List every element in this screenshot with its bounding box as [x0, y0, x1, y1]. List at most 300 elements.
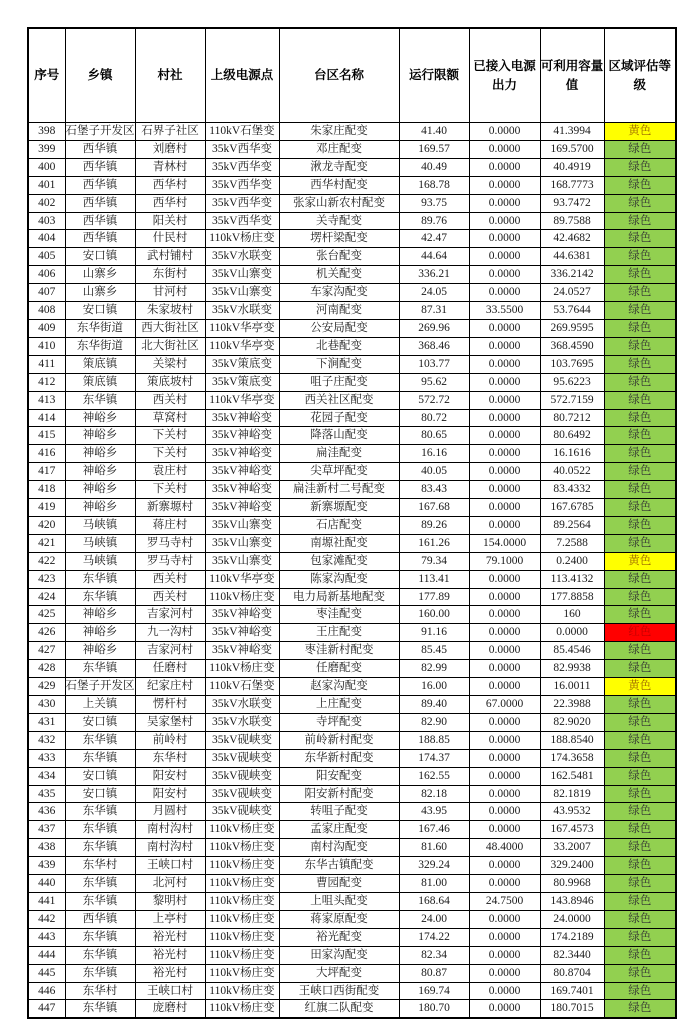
cell-connected-output: 0.0000 — [469, 642, 540, 660]
cell-connected-output: 0.0000 — [469, 731, 540, 749]
cell-township: 西华镇 — [65, 158, 135, 176]
cell-grade: 绿色 — [604, 946, 676, 964]
table-row — [28, 928, 676, 946]
cell-station-name: 北巷配变 — [279, 337, 399, 355]
cell-run-limit: 81.60 — [399, 839, 469, 857]
cell-run-limit: 79.34 — [399, 552, 469, 570]
cell-grade: 绿色 — [604, 892, 676, 910]
table-row — [28, 1000, 676, 1018]
cell-village: 东街村 — [135, 266, 205, 284]
cell-township: 西华镇 — [65, 140, 135, 158]
cell-township: 神峪乡 — [65, 427, 135, 445]
cell-village: 青林村 — [135, 158, 205, 176]
table-row — [28, 140, 676, 158]
cell-township: 东华镇 — [65, 875, 135, 893]
cell-grade: 绿色 — [604, 803, 676, 821]
cell-serial: 441 — [28, 892, 65, 910]
cell-grade: 绿色 — [604, 696, 676, 714]
cell-station-name: 扁洼新村二号配变 — [279, 481, 399, 499]
cell-township: 西华镇 — [65, 230, 135, 248]
cell-connected-output: 0.0000 — [469, 445, 540, 463]
cell-village: 西关村 — [135, 570, 205, 588]
cell-power-source: 35kV神峪变 — [205, 606, 279, 624]
cell-run-limit: 167.46 — [399, 821, 469, 839]
cell-run-limit: 368.46 — [399, 337, 469, 355]
cell-serial: 406 — [28, 266, 65, 284]
cell-power-source: 35kV山寨变 — [205, 534, 279, 552]
cell-available-capacity: 167.6785 — [540, 499, 604, 517]
header-station-name: 台区名称 — [279, 28, 399, 123]
cell-run-limit: 83.43 — [399, 481, 469, 499]
cell-serial: 426 — [28, 624, 65, 642]
cell-grade: 绿色 — [604, 337, 676, 355]
cell-serial: 427 — [28, 642, 65, 660]
cell-grade: 绿色 — [604, 767, 676, 785]
cell-power-source: 35kV神峪变 — [205, 499, 279, 517]
cell-serial: 422 — [28, 552, 65, 570]
cell-power-source: 35kV砚峡变 — [205, 785, 279, 803]
cell-station-name: 下涧配变 — [279, 355, 399, 373]
cell-village: 罗马寺村 — [135, 552, 205, 570]
cell-available-capacity: 188.8540 — [540, 731, 604, 749]
cell-station-name: 湫龙寺配变 — [279, 158, 399, 176]
cell-township: 神峪乡 — [65, 481, 135, 499]
cell-township: 马峡镇 — [65, 534, 135, 552]
cell-available-capacity: 24.0527 — [540, 284, 604, 302]
cell-station-name: 东华新村配变 — [279, 749, 399, 767]
cell-grade: 绿色 — [604, 284, 676, 302]
cell-grade: 绿色 — [604, 319, 676, 337]
cell-village: 庞磨村 — [135, 1000, 205, 1018]
cell-available-capacity: 33.2007 — [540, 839, 604, 857]
cell-station-name: 阳安新村配变 — [279, 785, 399, 803]
cell-connected-output: 0.0000 — [469, 427, 540, 445]
cell-available-capacity: 89.7588 — [540, 212, 604, 230]
cell-grade: 绿色 — [604, 982, 676, 1000]
cell-run-limit: 160.00 — [399, 606, 469, 624]
cell-township: 神峪乡 — [65, 463, 135, 481]
cell-station-name: 赵家沟配变 — [279, 678, 399, 696]
header-available-capacity: 可利用容量值 — [540, 28, 604, 123]
cell-connected-output: 0.0000 — [469, 266, 540, 284]
cell-township: 山寨乡 — [65, 284, 135, 302]
cell-run-limit: 95.62 — [399, 373, 469, 391]
cell-power-source: 35kV水联变 — [205, 696, 279, 714]
cell-available-capacity: 180.7015 — [540, 1000, 604, 1018]
cell-township: 马峡镇 — [65, 516, 135, 534]
cell-station-name: 尖草坪配变 — [279, 463, 399, 481]
cell-village: 纪家庄村 — [135, 678, 205, 696]
cell-available-capacity: 24.0000 — [540, 910, 604, 928]
cell-grade: 绿色 — [604, 266, 676, 284]
cell-run-limit: 103.77 — [399, 355, 469, 373]
table-row — [28, 158, 676, 176]
cell-connected-output: 0.0000 — [469, 409, 540, 427]
cell-run-limit: 162.55 — [399, 767, 469, 785]
cell-village: 北大街社区 — [135, 337, 205, 355]
header-grade: 区域评估等级 — [604, 28, 676, 123]
cell-power-source: 110kV杨庄变 — [205, 588, 279, 606]
cell-connected-output: 0.0000 — [469, 194, 540, 212]
table-row — [28, 731, 676, 749]
cell-power-source: 35kV砚峡变 — [205, 803, 279, 821]
cell-station-name: 阳安配变 — [279, 767, 399, 785]
cell-power-source: 35kV砚峡变 — [205, 767, 279, 785]
cell-run-limit: 167.68 — [399, 499, 469, 517]
cell-connected-output: 0.0000 — [469, 391, 540, 409]
cell-village: 东华村 — [135, 749, 205, 767]
cell-grade: 绿色 — [604, 391, 676, 409]
cell-village: 九一沟村 — [135, 624, 205, 642]
cell-station-name: 曹园配变 — [279, 875, 399, 893]
cell-connected-output: 0.0000 — [469, 176, 540, 194]
cell-village: 武村铺村 — [135, 248, 205, 266]
cell-grade: 绿色 — [604, 481, 676, 499]
table-row — [28, 123, 676, 141]
cell-township: 石堡子开发区 — [65, 123, 135, 141]
cell-connected-output: 0.0000 — [469, 373, 540, 391]
cell-village: 什民村 — [135, 230, 205, 248]
cell-connected-output: 0.0000 — [469, 767, 540, 785]
cell-village: 任磨村 — [135, 660, 205, 678]
cell-grade: 绿色 — [604, 409, 676, 427]
cell-run-limit: 89.40 — [399, 696, 469, 714]
cell-station-name: 西关社区配变 — [279, 391, 399, 409]
cell-village: 裕光村 — [135, 928, 205, 946]
cell-serial: 408 — [28, 302, 65, 320]
cell-serial: 420 — [28, 516, 65, 534]
cell-available-capacity: 113.4132 — [540, 570, 604, 588]
cell-serial: 402 — [28, 194, 65, 212]
cell-station-name: 张台配变 — [279, 248, 399, 266]
cell-township: 山寨乡 — [65, 266, 135, 284]
cell-grade: 绿色 — [604, 302, 676, 320]
cell-serial: 421 — [28, 534, 65, 552]
cell-power-source: 110kV杨庄变 — [205, 946, 279, 964]
cell-township: 东华镇 — [65, 803, 135, 821]
cell-station-name: 包家滩配变 — [279, 552, 399, 570]
cell-station-name: 降落山配变 — [279, 427, 399, 445]
cell-serial: 410 — [28, 337, 65, 355]
cell-connected-output: 0.0000 — [469, 499, 540, 517]
cell-available-capacity: 16.1616 — [540, 445, 604, 463]
cell-township: 东华街道 — [65, 337, 135, 355]
cell-township: 东华镇 — [65, 749, 135, 767]
header-connected-output: 已接入电源出力 — [469, 28, 540, 123]
cell-grade: 绿色 — [604, 821, 676, 839]
cell-grade: 绿色 — [604, 660, 676, 678]
cell-village: 草窝村 — [135, 409, 205, 427]
cell-power-source: 35kV神峪变 — [205, 624, 279, 642]
cell-available-capacity: 22.3988 — [540, 696, 604, 714]
header-township: 乡镇 — [65, 28, 135, 123]
cell-township: 神峪乡 — [65, 499, 135, 517]
cell-run-limit: 40.49 — [399, 158, 469, 176]
cell-village: 裕光村 — [135, 946, 205, 964]
table-row — [28, 910, 676, 928]
cell-run-limit: 16.00 — [399, 678, 469, 696]
cell-run-limit: 91.16 — [399, 624, 469, 642]
cell-station-name: 车家沟配变 — [279, 284, 399, 302]
cell-connected-output: 0.0000 — [469, 230, 540, 248]
cell-power-source: 35kV山寨变 — [205, 552, 279, 570]
cell-serial: 401 — [28, 176, 65, 194]
cell-serial: 411 — [28, 355, 65, 373]
capacity-table — [27, 27, 677, 1019]
cell-serial: 431 — [28, 713, 65, 731]
cell-township: 安口镇 — [65, 713, 135, 731]
cell-run-limit: 24.00 — [399, 910, 469, 928]
cell-serial: 418 — [28, 481, 65, 499]
cell-grade: 绿色 — [604, 749, 676, 767]
cell-available-capacity: 82.9938 — [540, 660, 604, 678]
table-row — [28, 319, 676, 337]
cell-village: 罗马寺村 — [135, 534, 205, 552]
cell-station-name: 任磨配变 — [279, 660, 399, 678]
cell-available-capacity: 53.7644 — [540, 302, 604, 320]
table-row — [28, 373, 676, 391]
cell-available-capacity: 42.4682 — [540, 230, 604, 248]
cell-station-name: 蒋家原配变 — [279, 910, 399, 928]
cell-station-name: 陈家沟配变 — [279, 570, 399, 588]
cell-grade: 绿色 — [604, 785, 676, 803]
cell-grade: 绿色 — [604, 839, 676, 857]
cell-township: 东华镇 — [65, 588, 135, 606]
cell-connected-output: 0.0000 — [469, 660, 540, 678]
cell-grade: 绿色 — [604, 964, 676, 982]
table-row — [28, 624, 676, 642]
cell-serial: 419 — [28, 499, 65, 517]
cell-township: 东华镇 — [65, 731, 135, 749]
cell-power-source: 110kV杨庄变 — [205, 910, 279, 928]
cell-serial: 444 — [28, 946, 65, 964]
cell-village: 月圆村 — [135, 803, 205, 821]
table-row — [28, 642, 676, 660]
table-row — [28, 839, 676, 857]
cell-power-source: 35kV策底变 — [205, 355, 279, 373]
cell-township: 上关镇 — [65, 696, 135, 714]
cell-run-limit: 87.31 — [399, 302, 469, 320]
cell-power-source: 110kV华亭变 — [205, 319, 279, 337]
cell-run-limit: 24.05 — [399, 284, 469, 302]
cell-village: 袁庄村 — [135, 463, 205, 481]
cell-connected-output: 48.4000 — [469, 839, 540, 857]
cell-station-name: 咀子庄配变 — [279, 373, 399, 391]
header-power-source: 上级电源点 — [205, 28, 279, 123]
cell-station-name: 上咀头配变 — [279, 892, 399, 910]
cell-available-capacity: 80.6492 — [540, 427, 604, 445]
cell-serial: 430 — [28, 696, 65, 714]
table-row — [28, 409, 676, 427]
cell-run-limit: 80.65 — [399, 427, 469, 445]
table-row — [28, 606, 676, 624]
cell-power-source: 35kV砚峡变 — [205, 731, 279, 749]
cell-run-limit: 82.34 — [399, 946, 469, 964]
cell-available-capacity: 93.7472 — [540, 194, 604, 212]
cell-village: 蒋庄村 — [135, 516, 205, 534]
cell-station-name: 东华古镇配变 — [279, 857, 399, 875]
cell-serial: 409 — [28, 319, 65, 337]
table-row — [28, 516, 676, 534]
cell-township: 东华镇 — [65, 660, 135, 678]
cell-township: 西华镇 — [65, 176, 135, 194]
cell-available-capacity: 80.7212 — [540, 409, 604, 427]
cell-village: 西华村 — [135, 194, 205, 212]
table-row — [28, 588, 676, 606]
cell-grade: 绿色 — [604, 212, 676, 230]
cell-run-limit: 161.26 — [399, 534, 469, 552]
cell-power-source: 110kV石堡变 — [205, 678, 279, 696]
cell-township: 策底镇 — [65, 355, 135, 373]
cell-township: 东华村 — [65, 982, 135, 1000]
table-row — [28, 785, 676, 803]
cell-power-source: 35kV神峪变 — [205, 445, 279, 463]
cell-grade: 绿色 — [604, 910, 676, 928]
cell-village: 裕光村 — [135, 964, 205, 982]
cell-station-name: 新寨塬配变 — [279, 499, 399, 517]
cell-power-source: 110kV杨庄变 — [205, 928, 279, 946]
cell-serial: 446 — [28, 982, 65, 1000]
cell-run-limit: 42.47 — [399, 230, 469, 248]
cell-grade: 绿色 — [604, 857, 676, 875]
cell-village: 刘磨村 — [135, 140, 205, 158]
cell-township: 安口镇 — [65, 785, 135, 803]
cell-serial: 398 — [28, 123, 65, 141]
cell-connected-output: 0.0000 — [469, 946, 540, 964]
cell-available-capacity: 82.1819 — [540, 785, 604, 803]
cell-available-capacity: 103.7695 — [540, 355, 604, 373]
table-row — [28, 499, 676, 517]
cell-connected-output: 79.1000 — [469, 552, 540, 570]
cell-power-source: 35kV西华变 — [205, 176, 279, 194]
cell-township: 神峪乡 — [65, 409, 135, 427]
cell-station-name: 邓庄配变 — [279, 140, 399, 158]
cell-power-source: 35kV西华变 — [205, 140, 279, 158]
cell-power-source: 35kV神峪变 — [205, 642, 279, 660]
cell-power-source: 110kV杨庄变 — [205, 1000, 279, 1018]
cell-station-name: 南塬社配变 — [279, 534, 399, 552]
cell-village: 愣杆村 — [135, 696, 205, 714]
cell-run-limit: 81.00 — [399, 875, 469, 893]
cell-available-capacity: 174.2189 — [540, 928, 604, 946]
cell-station-name: 红旗二队配变 — [279, 1000, 399, 1018]
cell-available-capacity: 162.5481 — [540, 767, 604, 785]
cell-available-capacity: 80.8704 — [540, 964, 604, 982]
cell-available-capacity: 85.4546 — [540, 642, 604, 660]
table-row — [28, 964, 676, 982]
cell-township: 神峪乡 — [65, 624, 135, 642]
cell-run-limit: 329.24 — [399, 857, 469, 875]
cell-serial: 399 — [28, 140, 65, 158]
cell-serial: 405 — [28, 248, 65, 266]
cell-available-capacity: 143.8946 — [540, 892, 604, 910]
cell-serial: 443 — [28, 928, 65, 946]
cell-township: 东华镇 — [65, 946, 135, 964]
cell-run-limit: 44.64 — [399, 248, 469, 266]
cell-run-limit: 85.45 — [399, 642, 469, 660]
table-row — [28, 391, 676, 409]
cell-run-limit: 168.78 — [399, 176, 469, 194]
cell-available-capacity: 368.4590 — [540, 337, 604, 355]
cell-station-name: 孟家庄配变 — [279, 821, 399, 839]
cell-connected-output: 0.0000 — [469, 123, 540, 141]
table-row — [28, 660, 676, 678]
cell-village: 关梁村 — [135, 355, 205, 373]
cell-serial: 403 — [28, 212, 65, 230]
cell-station-name: 上庄配变 — [279, 696, 399, 714]
cell-grade: 绿色 — [604, 463, 676, 481]
table-row — [28, 982, 676, 1000]
cell-village: 下关村 — [135, 445, 205, 463]
cell-power-source: 110kV石堡变 — [205, 123, 279, 141]
cell-grade: 绿色 — [604, 731, 676, 749]
cell-village: 西关村 — [135, 391, 205, 409]
cell-available-capacity: 160 — [540, 606, 604, 624]
cell-township: 策底镇 — [65, 373, 135, 391]
cell-grade: 绿色 — [604, 445, 676, 463]
cell-grade: 黄色 — [604, 123, 676, 141]
cell-connected-output: 0.0000 — [469, 678, 540, 696]
cell-power-source: 110kV杨庄变 — [205, 660, 279, 678]
cell-connected-output: 0.0000 — [469, 857, 540, 875]
cell-connected-output: 0.0000 — [469, 982, 540, 1000]
cell-connected-output: 0.0000 — [469, 588, 540, 606]
table-row — [28, 696, 676, 714]
cell-available-capacity: 40.0522 — [540, 463, 604, 481]
cell-township: 安口镇 — [65, 767, 135, 785]
cell-available-capacity: 82.3440 — [540, 946, 604, 964]
cell-serial: 429 — [28, 678, 65, 696]
cell-township: 东华镇 — [65, 570, 135, 588]
table-row — [28, 463, 676, 481]
cell-grade: 绿色 — [604, 570, 676, 588]
cell-power-source: 35kV水联变 — [205, 713, 279, 731]
cell-power-source: 110kV杨庄变 — [205, 875, 279, 893]
cell-village: 阳安村 — [135, 767, 205, 785]
cell-power-source: 35kV神峪变 — [205, 463, 279, 481]
cell-available-capacity: 7.2588 — [540, 534, 604, 552]
cell-run-limit: 572.72 — [399, 391, 469, 409]
cell-township: 神峪乡 — [65, 606, 135, 624]
cell-township: 东华镇 — [65, 1000, 135, 1018]
cell-village: 策底坡村 — [135, 373, 205, 391]
cell-run-limit: 89.26 — [399, 516, 469, 534]
cell-station-name: 大坪配变 — [279, 964, 399, 982]
cell-village: 南村沟村 — [135, 821, 205, 839]
cell-power-source: 35kV水联变 — [205, 248, 279, 266]
cell-grade: 绿色 — [604, 588, 676, 606]
cell-connected-output: 0.0000 — [469, 212, 540, 230]
cell-village: 吴家堡村 — [135, 713, 205, 731]
cell-grade: 绿色 — [604, 427, 676, 445]
cell-grade: 红色 — [604, 624, 676, 642]
cell-connected-output: 0.0000 — [469, 1000, 540, 1018]
cell-run-limit: 93.75 — [399, 194, 469, 212]
cell-grade: 绿色 — [604, 875, 676, 893]
cell-run-limit: 82.90 — [399, 713, 469, 731]
cell-station-name: 石店配变 — [279, 516, 399, 534]
cell-village: 北河村 — [135, 875, 205, 893]
cell-connected-output: 0.0000 — [469, 516, 540, 534]
cell-run-limit: 177.89 — [399, 588, 469, 606]
cell-power-source: 35kV西华变 — [205, 158, 279, 176]
cell-connected-output: 0.0000 — [469, 337, 540, 355]
cell-serial: 407 — [28, 284, 65, 302]
cell-connected-output: 0.0000 — [469, 964, 540, 982]
header-village: 村社 — [135, 28, 205, 123]
cell-township: 东华镇 — [65, 964, 135, 982]
cell-power-source: 110kV杨庄变 — [205, 230, 279, 248]
